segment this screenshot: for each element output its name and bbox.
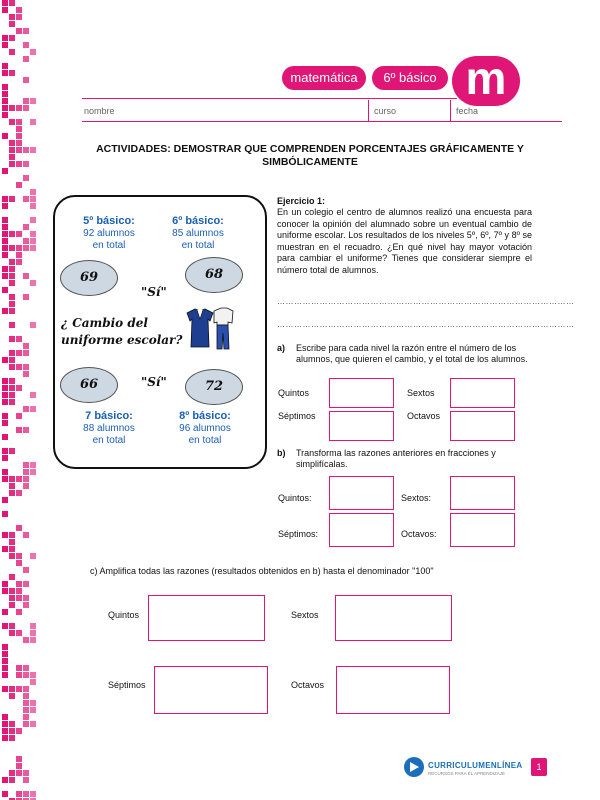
header-separator: [450, 100, 451, 121]
label-quintos-c: Quintos: [108, 610, 140, 620]
logo-m: m: [452, 56, 520, 106]
answer-box-quintos-c[interactable]: [148, 595, 265, 641]
curriculum-logo-icon: [403, 756, 425, 778]
answer-box-octavos-a[interactable]: [450, 411, 515, 441]
si-label: "Sí": [141, 285, 167, 299]
label-septimos-b: Séptimos:: [278, 529, 319, 539]
survey-panel: [53, 195, 267, 469]
grade-5-info: [69, 215, 149, 252]
item-a-text: Escribe para cada nivel la razón entre el número de los alumnos, que quieren el cambio, y el total de los alumnos.: [296, 343, 528, 364]
item-a-letter: a): [277, 343, 286, 353]
header-line-bottom: [82, 121, 562, 122]
answer-line: ……………………………………………………………………………………………: [277, 320, 575, 329]
label-quintos-a: Quintos: [278, 388, 310, 398]
answer-box-octavos-b[interactable]: [450, 513, 515, 547]
answer-box-septimos-b[interactable]: [329, 513, 394, 547]
header-separator: [368, 100, 369, 121]
answer-box-septimos-c[interactable]: [154, 666, 268, 714]
answer-line: ……………………………………………………………………………………………: [277, 297, 575, 306]
exercise-body: En un colegio el centro de alumnos realizó una encuesta para conocer la opinión del alumnado sobre un eventual cambio de uniforme escolar. Los resultados de los niveles 5º, 6º, 7º y 8º se muestran en el recuadro. ¿En qué nivel hay mayor votación para cambiar el uniforme? Tienes que considerar siempre el número total de alumnos.: [277, 207, 532, 275]
label-septimos-c: Séptimos: [108, 680, 146, 690]
grade-8-total: en total: [188, 435, 222, 446]
grade-6-total: en total: [181, 240, 215, 251]
label-octavos-c: Octavos: [291, 680, 325, 690]
label-septimos-a: Séptimos: [278, 411, 316, 421]
page-title: ACTIVIDADES: DEMOSTRAR QUE COMPRENDEN PORCENTAJES GRÁFICAMENTE Y SIMBÓLICAMENTE: [96, 143, 524, 168]
grade-5-total: en total: [92, 240, 126, 251]
cloud-grade-7: 66: [60, 367, 118, 403]
page-number: 1: [531, 758, 547, 776]
grade-7-info: [69, 410, 149, 447]
label-sextos-c: Sextos: [291, 610, 319, 620]
question-line-1: ¿ Cambio del: [61, 316, 148, 330]
answer-box-octavos-c[interactable]: [336, 666, 450, 714]
grade-8-count: 96 alumnos: [179, 423, 231, 434]
answer-box-sextos-a[interactable]: [450, 378, 515, 408]
grade-6-info: [158, 215, 238, 252]
subject-badge: matemática: [282, 66, 366, 90]
grade-5-name: 5º básico:: [83, 215, 135, 227]
question-line-2: uniforme escolar?: [61, 333, 183, 347]
answer-box-quintos-b[interactable]: [329, 476, 394, 510]
grade-5-count: 92 alumnos: [83, 228, 135, 239]
answer-box-sextos-c[interactable]: [335, 595, 452, 641]
header-line-top: [82, 98, 457, 99]
uniform-illustration: [183, 305, 235, 351]
answer-box-quintos-a[interactable]: [329, 378, 394, 408]
cloud-grade-8: 72: [185, 369, 243, 405]
brand-name: CURRICULUMENLÍNEA: [428, 761, 523, 770]
course-field-label: curso: [374, 106, 397, 116]
cloud-grade-5: 69: [60, 260, 118, 296]
item-c-text: c) Amplifica todas las razones (resultados obtenidos en b) hasta el denominador "100": [90, 566, 434, 576]
grade-8-info: [165, 410, 245, 447]
item-b-letter: b): [277, 448, 286, 458]
grade-6-count: 85 alumnos: [172, 228, 224, 239]
brand-tagline: RECURSOS PARA EL APRENDIZAJE: [428, 771, 506, 776]
label-sextos-b: Sextos:: [401, 493, 432, 503]
label-sextos-a: Sextos: [407, 388, 435, 398]
decorative-stripe: [0, 0, 44, 800]
question-text: [61, 315, 182, 349]
answer-box-sextos-b[interactable]: [450, 476, 515, 510]
answer-box-septimos-a[interactable]: [329, 411, 394, 441]
grade-7-name: 7 básico:: [85, 410, 133, 422]
si-label: "Sí": [141, 375, 167, 389]
grade-7-count: 88 alumnos: [83, 423, 135, 434]
grade-badge: 6º básico: [372, 66, 448, 90]
grade-6-name: 6º básico:: [172, 215, 224, 227]
label-octavos-b: Octavos:: [401, 529, 437, 539]
label-quintos-b: Quintos:: [278, 493, 312, 503]
exercise-title: Ejercicio 1:: [277, 196, 326, 206]
grade-8-name: 8º básico:: [179, 410, 231, 422]
grade-7-total: en total: [92, 435, 126, 446]
cloud-grade-6: 68: [185, 257, 243, 293]
item-b-text: Transforma las razones anteriores en fracciones y simplifícalas.: [296, 448, 496, 469]
date-field-label: fecha: [456, 106, 479, 116]
name-field-label: nombre: [84, 106, 115, 116]
label-octavos-a: Octavos: [407, 411, 441, 421]
